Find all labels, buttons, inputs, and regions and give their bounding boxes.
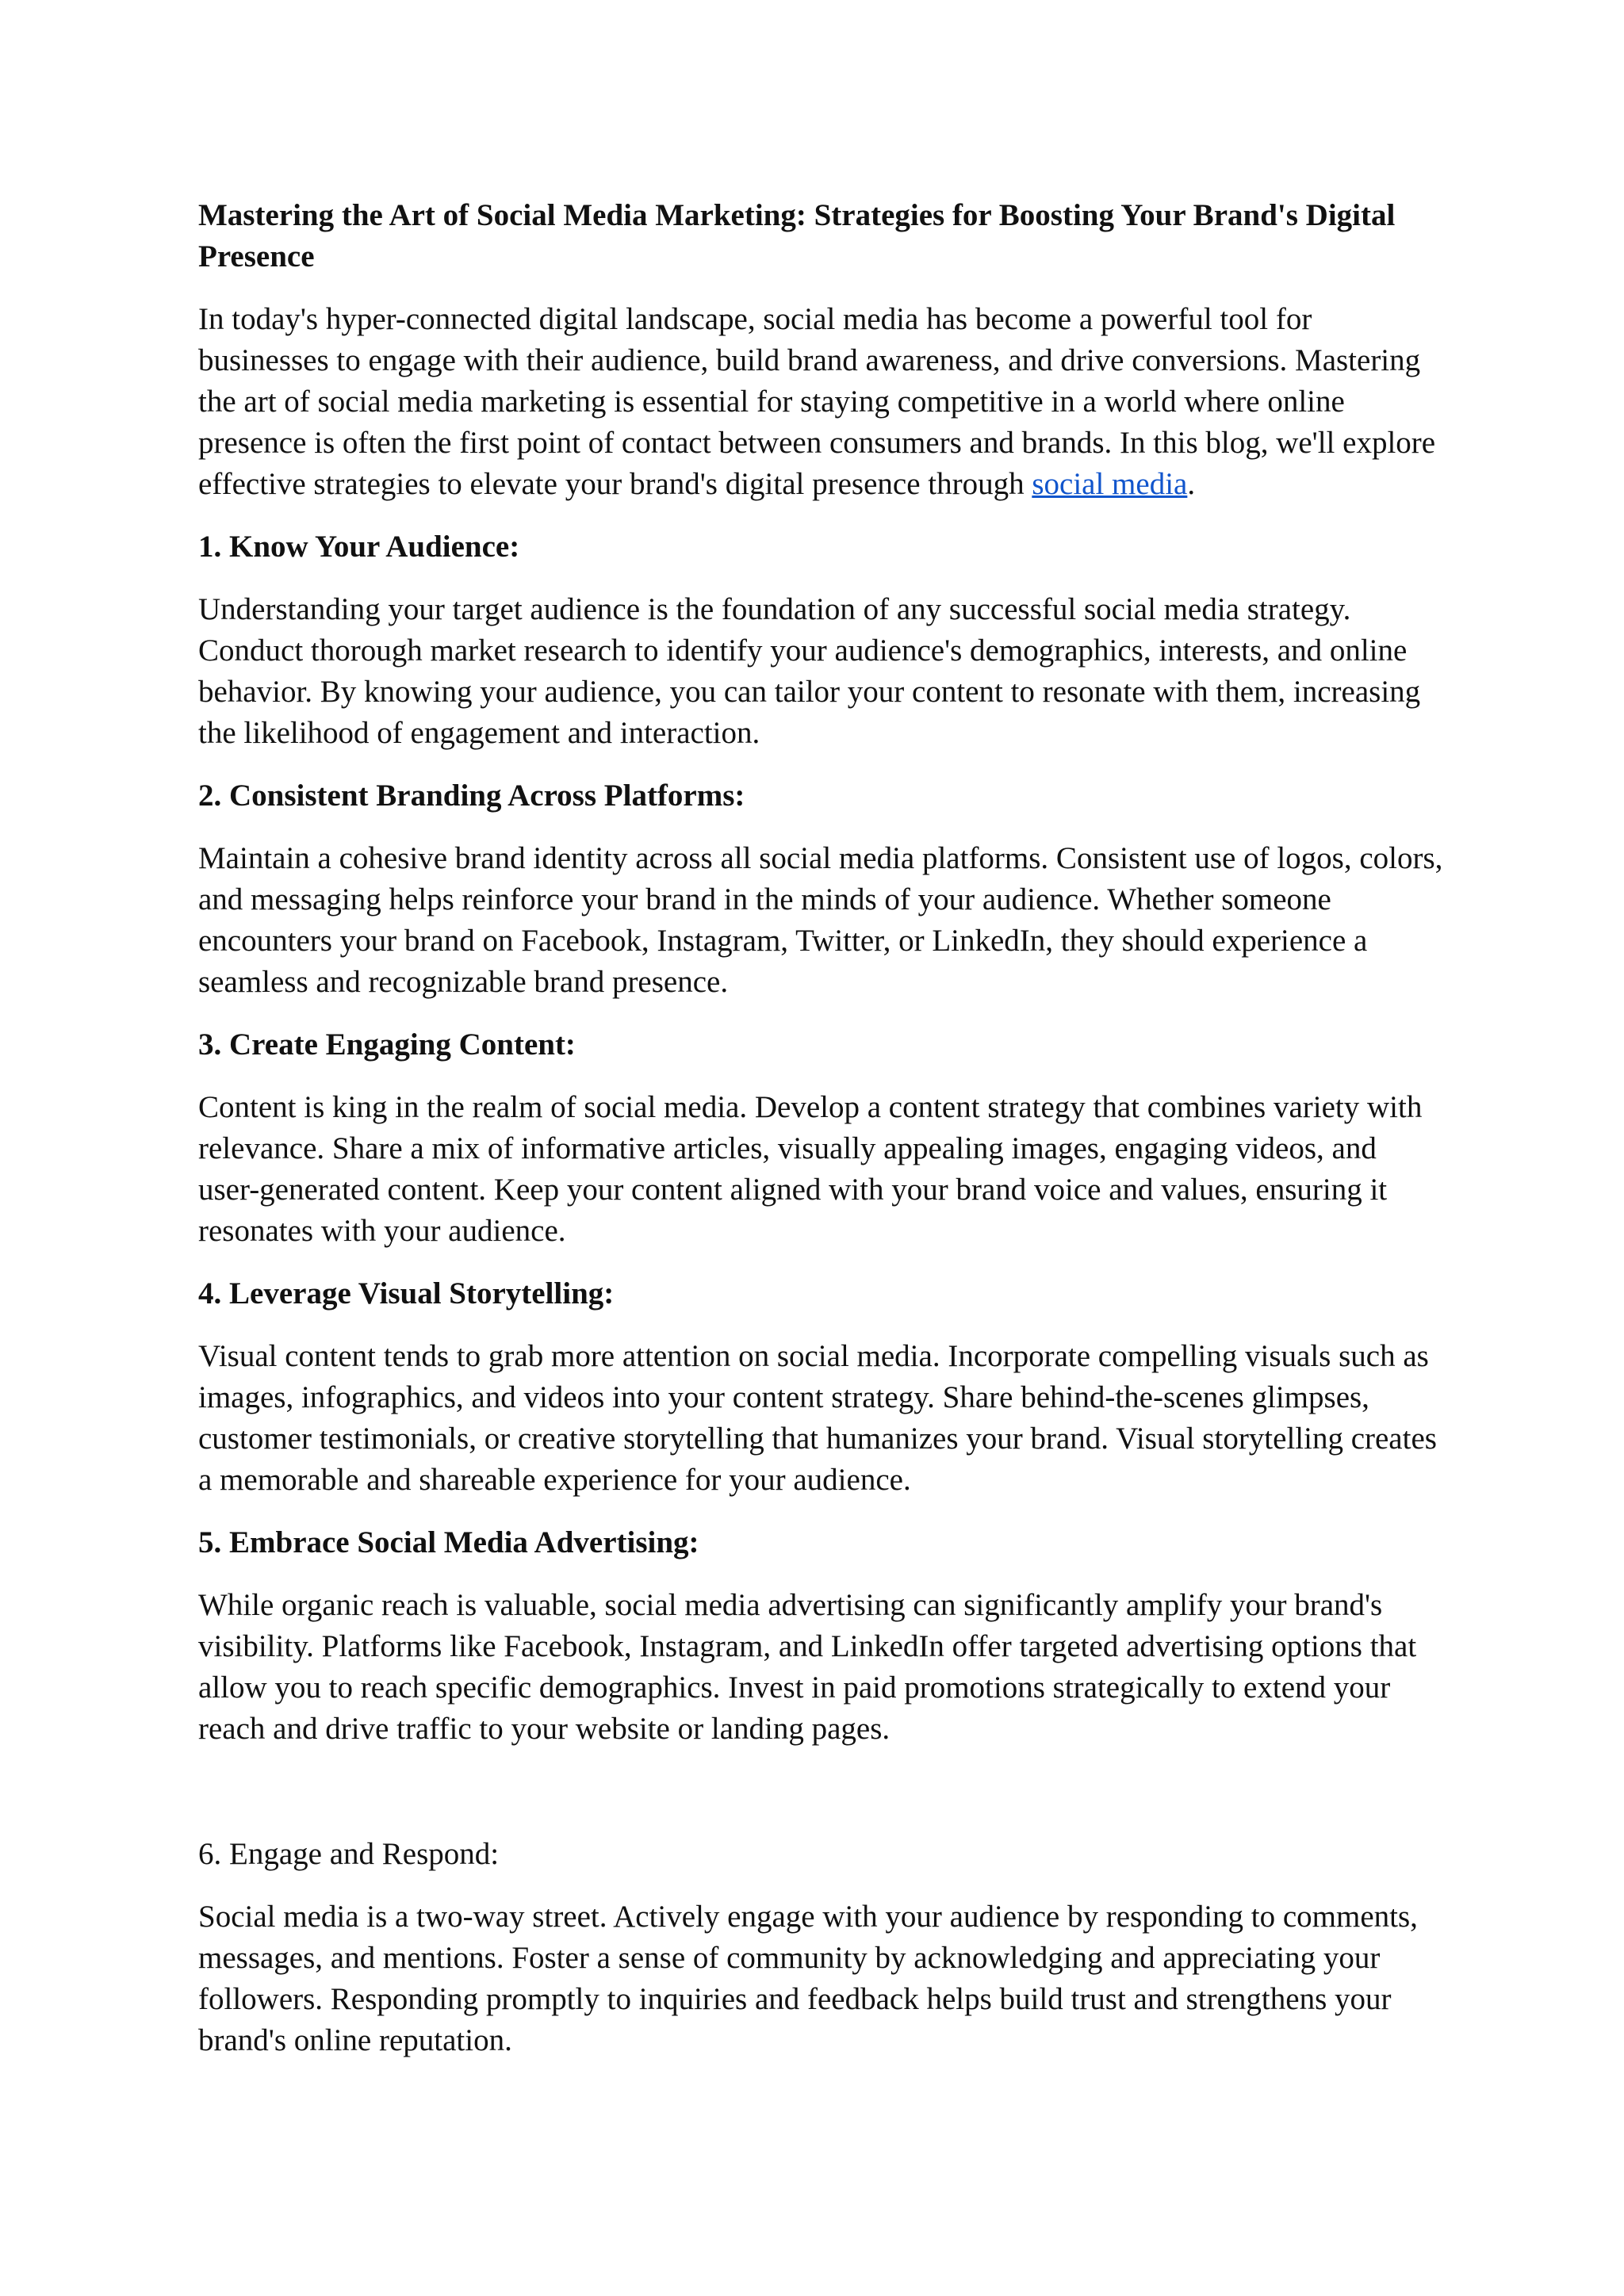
intro-text-end: . (1187, 467, 1196, 501)
document-body (198, 195, 1443, 2083)
section-heading-visual-storytelling: 4. Leverage Visual Storytelling: (198, 1276, 615, 1311)
intro-paragraph (198, 299, 1443, 505)
section-heading-know-audience: 1. Know Your Audience: (198, 530, 520, 564)
section-heading-consistent-branding: 2. Consistent Branding Across Platforms: (198, 779, 745, 813)
section-heading-engaging-content: 3. Create Engaging Content: (198, 1027, 576, 1062)
section-heading-social-advertising: 5. Embrace Social Media Advertising: (198, 1525, 699, 1559)
social-media-link[interactable]: social media (1032, 467, 1188, 501)
section-body-engage-respond: Social media is a two-way street. Actively engage with your audience by responding to comments, messages, and mentions. Foster a sense of community by acknowledging and appreciating your followers. Responding promptly to inquiries and feedback helps build trust and strengthens your brand's online reputation. (198, 1900, 1418, 2057)
section-body-social-advertising: While organic reach is valuable, social media advertising can significantly amplify your brand's visibility. Platforms like Facebook, Instagram, and LinkedIn offer targeted advertising options that allow you to reach specific demographics. Invest in paid promotions strategically to extend your reach and drive traffic to your website or landing pages. (198, 1588, 1417, 1746)
section-body-consistent-branding: Maintain a cohesive brand identity across all social media platforms. Consistent use of logos, colors, and messaging helps reinforce your brand in the minds of your audience. Whether someone encounters your brand on Facebook, Instagram, Twitter, or LinkedIn, they should experience a seamless and recognizable brand presence. (198, 841, 1443, 999)
section-heading-engage-respond: 6. Engage and Respond: (198, 1837, 500, 1871)
section-body-visual-storytelling: Visual content tends to grab more attention on social media. Incorporate compelling visuals such as images, infographics, and videos into your content strategy. Share behind-the-scenes glimpses, customer testimonials, or creative storytelling that humanizes your brand. Visual storytelling creates a memorable and shareable experience for your audience. (198, 1339, 1437, 1497)
document-title: Mastering the Art of Social Media Marketing: Strategies for Boosting Your Brand's Digital Presence (198, 198, 1396, 274)
section-body-engaging-content: Content is king in the realm of social media. Develop a content strategy that combines variety with relevance. Share a mix of informative articles, visually appealing images, engaging videos, and user-generated content. Keep your content aligned with your brand voice and values, ensuring it resonates with your audience. (198, 1090, 1423, 1248)
intro-text: In today's hyper-connected digital landscape, social media has become a powerful tool for businesses to engage with their audience, build brand awareness, and drive conversions. Mastering the art of social media marketing is essential for staying competitive in a world where online presence is often the first point of contact between consumers and brands. In this blog, we'll explore effective strategies to elevate your brand's digital presence through (198, 302, 1436, 501)
section-body-know-audience: Understanding your target audience is the foundation of any successful social media strategy. Conduct thorough market research to identify your audience's demographics, interests, and online behavior. By knowing your audience, you can tailor your content to resonate with them, increasing the likelihood of engagement and interaction. (198, 592, 1421, 750)
